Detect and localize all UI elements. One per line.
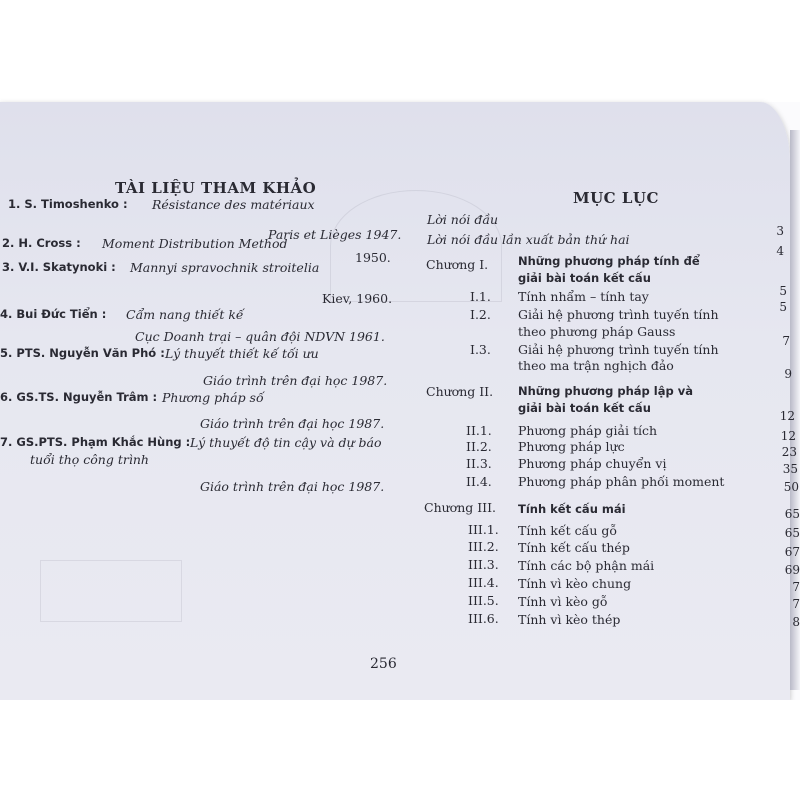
page-number: 256 bbox=[370, 656, 397, 672]
toc-section-III3-page: 69 bbox=[784, 563, 800, 577]
toc-chapter-3-title: Tính kết cấu mái bbox=[518, 502, 626, 516]
toc-section-I3-cont: theo ma trận nghịch đảo bbox=[518, 358, 674, 373]
toc-section-III1-num: III.1. bbox=[468, 522, 499, 537]
toc-chapter-3-num: Chương III. bbox=[424, 500, 497, 515]
ref-5-pub: Giáo trình trên đại học 1987. bbox=[203, 373, 388, 388]
references-title: TÀI LIỆU THAM KHẢO bbox=[115, 179, 317, 197]
toc-chapter-1-page: 5 bbox=[779, 284, 787, 298]
toc-section-II4: Phương pháp phân phối moment bbox=[518, 474, 725, 489]
toc-section-II2: Phương pháp lực bbox=[518, 439, 625, 454]
toc-section-I1-num: I.1. bbox=[470, 289, 491, 304]
ref-2-work: Moment Distribution Method bbox=[102, 236, 288, 251]
toc-section-II2-num: II.2. bbox=[466, 439, 492, 454]
toc-section-II3-page: 35 bbox=[782, 462, 798, 476]
toc-section-I2-num: I.2. bbox=[470, 307, 491, 322]
toc-section-II1-num: II.1. bbox=[466, 423, 492, 438]
toc-section-III2-num: III.2. bbox=[468, 539, 499, 554]
ref-7-author: 7. GS.PTS. Phạm Khắc Hùng : bbox=[0, 435, 191, 449]
ref-2-pub: 1950. bbox=[355, 250, 391, 265]
toc-section-III5-page: 7 bbox=[792, 597, 800, 611]
toc-section-II1: Phương pháp giải tích bbox=[518, 423, 658, 438]
toc-section-II4-page: 50 bbox=[783, 480, 799, 494]
ref-6-pub: Giáo trình trên đại học 1987. bbox=[200, 416, 385, 431]
toc-section-III4-num: III.4. bbox=[468, 575, 499, 590]
toc-preface-1-page: 3 bbox=[776, 224, 784, 238]
ref-1-pub: Paris et Lièges 1947. bbox=[268, 227, 402, 242]
ref-2-author: 2. H. Cross : bbox=[2, 236, 81, 250]
toc-section-III1: Tính kết cấu gỗ bbox=[518, 523, 618, 538]
ref-3-pub: Kiev, 1960. bbox=[322, 291, 393, 306]
ref-4-author: 4. Bui Đức Tiển : bbox=[0, 307, 107, 321]
toc-preface-2-page: 4 bbox=[776, 244, 784, 258]
toc-section-I3-page: 9 bbox=[784, 367, 792, 381]
toc-chapter-2-num: Chương II. bbox=[426, 384, 494, 399]
ref-6-author: 6. GS.TS. Nguyễn Trâm : bbox=[0, 390, 158, 404]
toc-preface-2: Lời nói đầu lần xuất bản thứ hai bbox=[427, 232, 630, 247]
ref-1-author: 1. S. Timoshenko : bbox=[8, 197, 128, 211]
toc-chapter-1-title-cont: giải bài toán kết cấu bbox=[518, 271, 651, 285]
toc-chapter-1-title: Những phương pháp tính để bbox=[518, 254, 700, 268]
ref-1-work: Résistance des matériaux bbox=[152, 197, 315, 212]
toc-section-III1-page: 65 bbox=[784, 526, 800, 540]
toc-section-III4: Tính vì kèo chung bbox=[518, 576, 632, 591]
toc-section-III5-num: III.5. bbox=[468, 593, 499, 608]
toc-section-I1-page: 5 bbox=[779, 300, 787, 314]
toc-section-II3: Phương pháp chuyển vị bbox=[518, 456, 667, 471]
ref-7-pub: Giáo trình trên đại học 1987. bbox=[200, 479, 385, 494]
toc-section-II1-page: 12 bbox=[780, 429, 796, 443]
toc-chapter-2-title: Những phương pháp lập và bbox=[518, 384, 693, 398]
ref-4-work: Cẩm nang thiết kế bbox=[126, 307, 244, 322]
toc-title: MỤC LỤC bbox=[573, 189, 659, 207]
ref-6-work: Phương pháp số bbox=[162, 390, 264, 405]
toc-section-I1: Tính nhẩm – tính tay bbox=[518, 289, 649, 304]
toc-chapter-2-title-cont: giải bài toán kết cấu bbox=[518, 401, 651, 415]
toc-chapter-3-page: 65 bbox=[784, 507, 800, 521]
toc-section-III2: Tính kết cấu thép bbox=[518, 540, 630, 555]
toc-section-I3-num: I.3. bbox=[470, 342, 491, 357]
toc-section-II4-num: II.4. bbox=[466, 474, 492, 489]
toc-section-III6: Tính vì kèo thép bbox=[518, 612, 621, 627]
toc-section-III3: Tính các bộ phận mái bbox=[518, 558, 655, 573]
background-bottom bbox=[0, 700, 800, 800]
ref-5-author: 5. PTS. Nguyễn Văn Phó : bbox=[0, 346, 165, 360]
toc-section-I2-cont: theo phương pháp Gauss bbox=[518, 324, 676, 339]
ref-3-author: 3. V.I. Skatynoki : bbox=[2, 260, 116, 274]
toc-section-III4-page: 7 bbox=[792, 580, 800, 594]
toc-section-I2: Giải hệ phương trình tuyến tính bbox=[518, 307, 719, 322]
toc-section-III2-page: 67 bbox=[784, 545, 800, 559]
toc-preface-1: Lời nói đầu bbox=[427, 212, 499, 227]
ref-3-work: Mannyi spravochnik stroitelia bbox=[130, 260, 320, 275]
background-top bbox=[0, 0, 800, 102]
toc-section-I3: Giải hệ phương trình tuyến tính bbox=[518, 342, 719, 357]
ref-7-work: Lý thuyết độ tin cậy và dự báo bbox=[190, 435, 382, 450]
toc-section-III6-page: 8 bbox=[792, 615, 800, 629]
toc-chapter-1-num: Chương I. bbox=[426, 257, 489, 272]
ref-5-work: Lý thuyết thiết kế tối ưu bbox=[165, 346, 319, 361]
ref-7-work-cont: tuổi thọ công trình bbox=[30, 452, 149, 467]
ref-4-pub: Cục Doanh trại – quân đội NDVN 1961. bbox=[135, 329, 385, 344]
toc-chapter-2-page: 12 bbox=[779, 409, 795, 423]
toc-section-III5: Tính vì kèo gỗ bbox=[518, 594, 608, 609]
toc-section-I2-page: 7 bbox=[782, 334, 790, 348]
toc-section-III3-num: III.3. bbox=[468, 557, 499, 572]
toc-section-II3-num: II.3. bbox=[466, 456, 492, 471]
toc-section-III6-num: III.6. bbox=[468, 611, 499, 626]
toc-section-II2-page: 23 bbox=[781, 445, 797, 459]
show-through-drawing bbox=[40, 560, 182, 622]
